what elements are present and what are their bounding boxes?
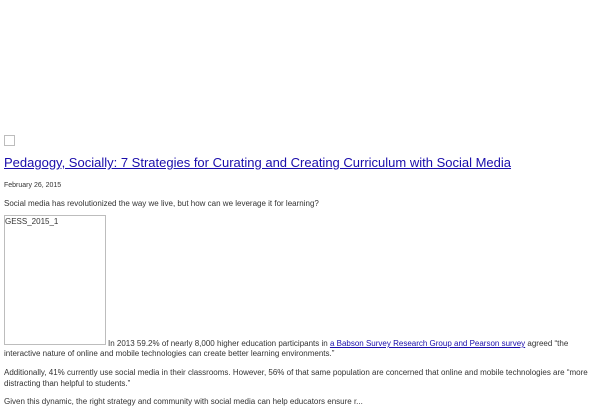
post-title-link[interactable]: Pedagogy, Socially: 7 Strategies for Curating and Creating Curriculum with Social Media [4, 155, 512, 170]
paragraph-2-line-2: distracting than helpful to students.” [4, 379, 131, 388]
babson-survey-link[interactable]: a Babson Survey Research Group and Pearson survey [329, 339, 526, 348]
paragraph-2 [4, 367, 596, 389]
paragraph-2-line-1: Additionally, 41% currently use social media in their classrooms. However, 56% of that same population are concerned that online and mobile technologies are “more [4, 368, 588, 377]
post-image [4, 215, 106, 345]
post-title [4, 154, 596, 172]
post-date: February 26, 2015 [4, 182, 62, 189]
intro-paragraph: Social media has revolutionized the way we live, but how can we leverage it for learning? [4, 199, 319, 208]
paragraph-1-text-before-link: In 2013 59.2% of nearly 8,000 higher education participants in [108, 339, 330, 348]
image-alt-text: GESS_2015_1 [5, 217, 59, 226]
paragraph-1-line-2: interactive nature of online and mobile technologies can create better learning environments.” [4, 349, 335, 358]
paragraph-1-text-after-link: agreed “the [525, 339, 569, 348]
paragraph-3: Given this dynamic, the right strategy and community with social media can help educators ensure r... [4, 397, 363, 406]
broken-image-icon [4, 135, 15, 146]
